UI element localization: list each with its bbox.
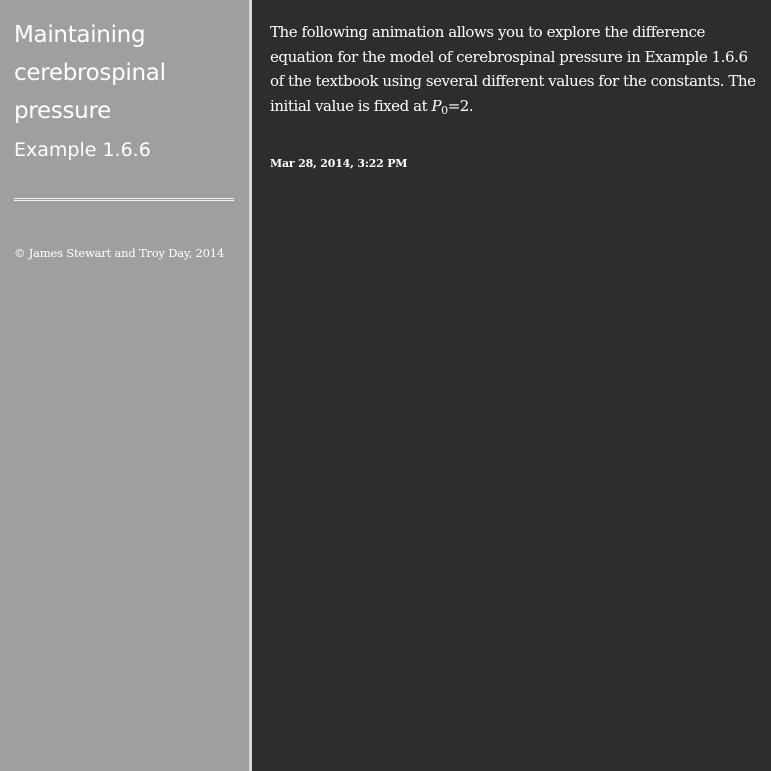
copyright-notice: © James Stewart and Troy Day, 2014 [14,246,225,260]
timestamp: Mar 28, 2014, 3:22 PM [270,157,408,170]
variable-subscript: 0 [441,103,448,117]
page-title [14,16,235,130]
variable-p: P [431,96,442,115]
example-subtitle: Example 1.6.6 [14,139,151,161]
description-part2: =2. [447,96,474,115]
description-text [270,20,759,118]
title-line-1: Maintaining [14,22,146,48]
description-part1: The following animation allows you to explore the difference equation for the model of cerebrospinal pressure in Example 1.6.6 of the textbook using several different values for the constants. The initial value is fixed at [270,23,756,115]
main-content [252,0,771,771]
title-line-3: pressure [14,98,111,124]
sidebar-divider [14,198,234,201]
sidebar [0,0,249,771]
title-line-2: cerebrospinal [14,60,166,86]
